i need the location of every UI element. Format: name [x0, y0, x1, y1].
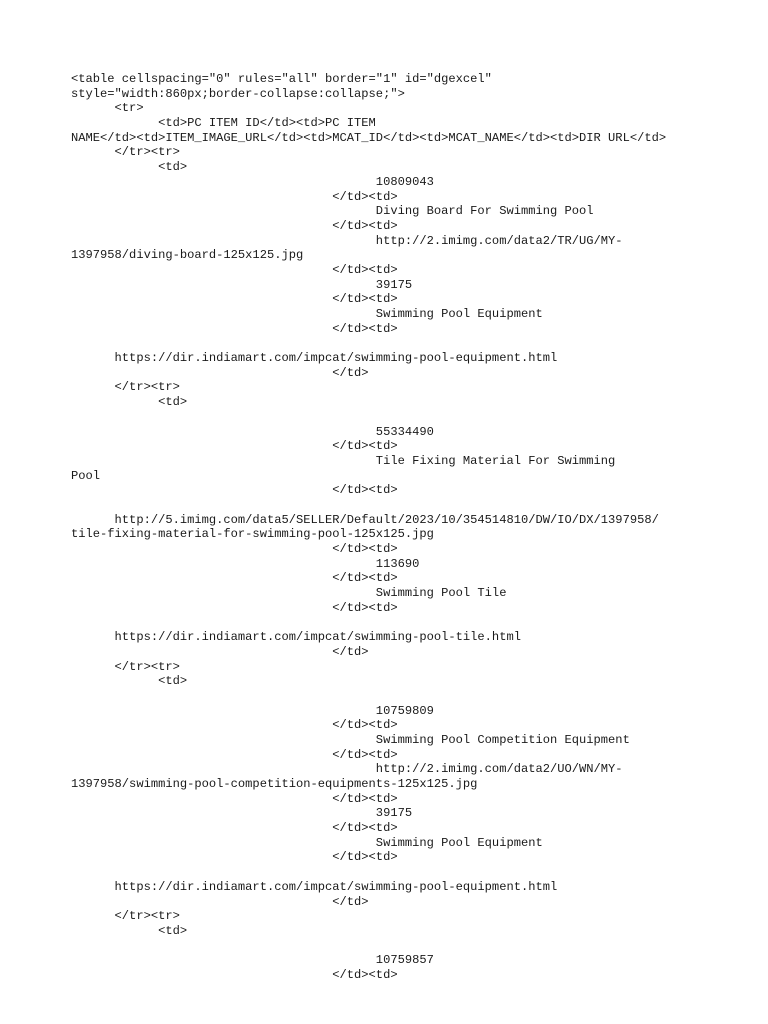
source-line: <td> — [71, 160, 188, 175]
source-line: Swimming Pool Competition Equipment — [71, 732, 630, 747]
source-line: 10759809 — [71, 703, 434, 718]
source-line: Swimming Pool Equipment — [71, 835, 543, 850]
source-line — [71, 865, 711, 880]
source-line: </td><td> — [71, 189, 398, 204]
source-line: https://dir.indiamart.com/impcat/swimming-pool-equipment.html — [71, 351, 558, 366]
source-line: 1397958/diving-board-125x125.jpg — [71, 248, 304, 263]
source-line: Tile Fixing Material For Swimming — [71, 453, 616, 468]
source-line — [71, 615, 711, 630]
source-line: http://5.imimg.com/data5/SELLER/Default/2023/10/354514810/DW/IO/DX/1397958/ — [71, 512, 659, 527]
source-line: <td> — [71, 395, 188, 410]
source-line: <table cellspacing="0" rules="all" border="1" id="dgexcel" — [71, 72, 492, 86]
source-line: </td><td> — [71, 850, 398, 865]
source-line: </tr><tr> — [71, 659, 180, 674]
source-line: http://2.imimg.com/data2/UO/WN/MY- — [71, 762, 623, 777]
source-line: https://dir.indiamart.com/impcat/swimming-pool-equipment.html — [71, 879, 558, 894]
source-line: 113690 — [71, 556, 420, 571]
source-line: 39175 — [71, 806, 413, 821]
source-line: <td>PC ITEM ID</td><td>PC ITEM — [71, 116, 376, 131]
source-line: https://dir.indiamart.com/impcat/swimming-pool-tile.html — [71, 630, 521, 645]
source-line: </td><td> — [71, 292, 398, 307]
source-line: </td><td> — [71, 821, 398, 836]
source-line: </td><td> — [71, 600, 398, 615]
source-line: style="width:860px;border-collapse:collapse;"> — [71, 86, 405, 101]
source-line: </td><td> — [71, 571, 398, 586]
source-line: <td> — [71, 923, 188, 938]
source-line: </td><td> — [71, 483, 398, 498]
source-line — [71, 410, 711, 425]
source-line: </td><td> — [71, 542, 398, 556]
source-line: </td><td> — [71, 791, 398, 806]
source-line — [71, 498, 711, 513]
source-line: </td><td> — [71, 262, 398, 277]
source-line: </td><td> — [71, 967, 398, 982]
source-line: </td> — [71, 644, 369, 659]
source-line: <td> — [71, 674, 188, 689]
source-line: Pool — [71, 468, 101, 483]
source-line: Swimming Pool Equipment — [71, 307, 543, 321]
source-line: </td> — [71, 365, 369, 380]
source-line: NAME</td><td>ITEM_IMAGE_URL</td><td>MCAT_ID</td><td>MCAT_NAME</td><td>DIR URL</td> — [71, 130, 667, 145]
source-line: tile-fixing-material-for-swimming-pool-125x125.jpg — [71, 527, 434, 542]
source-line: 10759857 — [71, 953, 434, 968]
html-source-text — [71, 72, 711, 983]
source-line: 10809043 — [71, 174, 434, 189]
source-line: Swimming Pool Tile — [71, 586, 507, 601]
source-line: </tr><tr> — [71, 145, 180, 160]
source-line: Diving Board For Swimming Pool — [71, 204, 594, 219]
source-line: </td><td> — [71, 321, 398, 336]
source-line: </td> — [71, 894, 369, 909]
source-line: 39175 — [71, 277, 413, 292]
source-line: </tr><tr> — [71, 909, 180, 924]
source-line — [71, 939, 711, 954]
source-line — [71, 336, 711, 351]
source-line — [71, 689, 711, 704]
source-line: <tr> — [71, 101, 144, 116]
source-line: </td><td> — [71, 747, 398, 762]
source-line: </tr><tr> — [71, 380, 180, 395]
source-line: </td><td> — [71, 439, 398, 454]
source-line: http://2.imimg.com/data2/TR/UG/MY- — [71, 233, 623, 248]
source-line: 1397958/swimming-pool-competition-equipments-125x125.jpg — [71, 777, 478, 791]
source-line: </td><td> — [71, 718, 398, 733]
source-line: 55334490 — [71, 424, 434, 439]
source-line: </td><td> — [71, 218, 398, 233]
